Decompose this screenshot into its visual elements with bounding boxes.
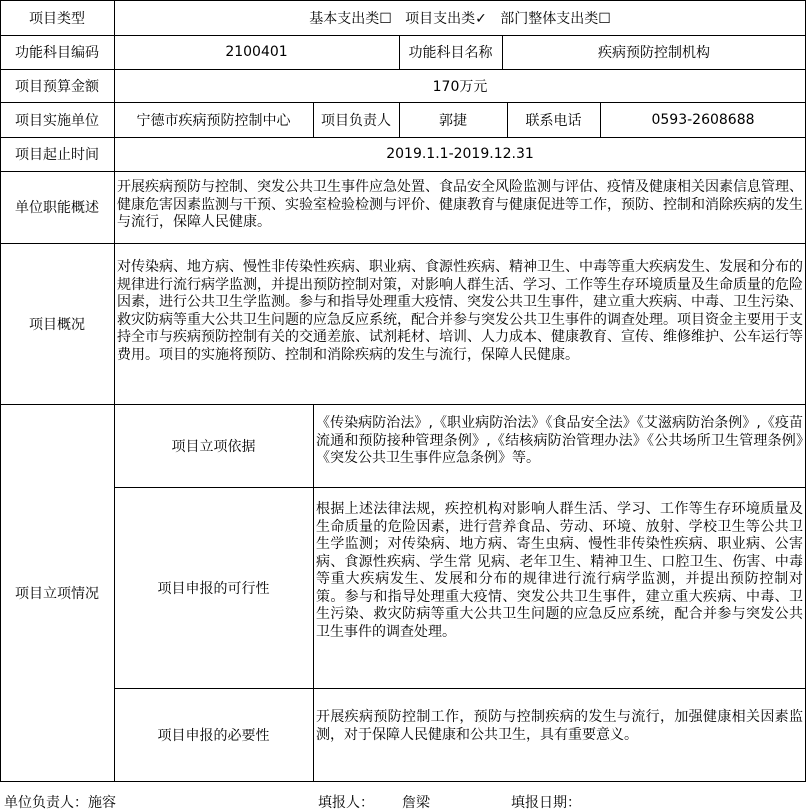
- implementing-unit-value: 宁德市疾病预防控制中心: [136, 112, 291, 129]
- project-establish-label: 项目立项情况: [15, 585, 99, 602]
- unit-duty-text: 开展疾病预防与控制、突发公共卫生事件应急处置、食品安全风险监测与评估、疫情及健康相关因素信息管理、健康危害因素监测与干预、实验室检验检测与评价、健康教育与健康促进等工作，预防、控制和消除疾病的发生与流行，保障人民健康。: [117, 179, 803, 230]
- basic-expense-option: 基本支出类: [309, 10, 380, 27]
- function-name-label: 功能科目名称: [408, 45, 493, 61]
- function-code-label: 功能科目编码: [15, 45, 99, 61]
- department-expense-checkbox[interactable]: ☐: [598, 10, 611, 27]
- project-expense-option: 项目支出类: [405, 10, 476, 27]
- project-overview-label: 项目概况: [29, 316, 85, 333]
- feasibility-label: 项目申报的可行性: [157, 580, 270, 597]
- project-type-options: [114, 0, 806, 35]
- necessity-text: 开展疾病预防控制工作，预防与控制疾病的发生与流行，加强健康相关因素监测，对于保障人民健康和公共卫生，具有重要意义。: [316, 709, 803, 743]
- unit-leader-signature: 单位负责人：施容: [4, 795, 116, 811]
- function-name-value: 疾病预防控制机构: [598, 45, 710, 61]
- implementing-unit-label: 项目实施单位: [15, 112, 99, 129]
- function-code-value: 2100401: [225, 44, 288, 60]
- project-overview-text: 对传染病、地方病、慢性非传染性疾病、职业病、食源性疾病、精神卫生、中毒等重大疾病发生、发展和分布的规律进行流行病学监测，并提出预防控制对策，对影响人群生活、学习、工作等生存环境质量及生命质量的危险因素，进行公共卫生学监测。参与和指导处理重大疫情、突发公共卫生事件，建立重大疾病、中毒、卫生污染、救灾防病等重大公共卫生问题的应急反应系统，配合并参与突发公共卫生事件的调查处理。项目资金主要用于支持全市与疾病预防控制有关的交通差旅、试剂耗材、培训、人力成本、健康教育、宣传、维修维护、公车运行等费用。项目的实施将预防、控制和消除疾病的发生与流行，保障人民健康。: [117, 259, 803, 363]
- unit-duty-label: 单位职能概述: [15, 200, 99, 216]
- fill-date-label: 填报日期：: [511, 795, 581, 811]
- project-type-label: 项目类型: [29, 10, 85, 27]
- budget-label: 项目预算金额: [15, 78, 99, 95]
- establish-basis-text: 《传染病防治法》,《职业病防治法》《食品安全法》《艾滋病防治条例》,《疫苗流通和预防接种管理条例》,《结核病防治管理办法》《公共场所卫生管理条例》《突发公共卫生事件应急条例》等。: [316, 415, 803, 466]
- necessity-label: 项目申报的必要性: [157, 727, 270, 744]
- contact-phone-label: 联系电话: [525, 112, 582, 129]
- project-leader-value: 郭捷: [439, 112, 467, 129]
- establish-basis-label: 项目立项依据: [171, 438, 256, 455]
- project-leader-label: 项目负责人: [321, 112, 391, 129]
- period-value: 2019.1.1-2019.12.31: [386, 146, 534, 162]
- filler-name: 詹梁: [402, 795, 430, 811]
- basic-expense-checkbox[interactable]: ☐: [379, 10, 392, 27]
- filler-label: 填报人：: [318, 795, 374, 811]
- period-label: 项目起止时间: [15, 147, 99, 163]
- department-expense-option: 部门整体支出类: [500, 10, 599, 27]
- contact-phone-value: 0593-2608688: [651, 111, 755, 128]
- budget-value: 170万元: [432, 78, 488, 95]
- feasibility-text: 根据上述法律法规，疾控机构对影响人群生活、学习、工作等生存环境质量及生命质量的危险因素，进行营养食品、劳动、环境、放射、学校卫生等公共卫生学监测；对传染病、地方病、寄生虫病、慢性非传染性疾病、职业病、公害病、食源性疾病、学生常 见病、老年卫生、精神卫生、口腔卫生、伤害、中毒等重大疾病发生、发展和分布的规律进行流行病学监测，并提出预防控制对策。参与和指导处理重大疫情、突发公共卫生事件，建立重大疾病、中毒、卫生污染、救灾防病等重大公共卫生问题的应急反应系统，配合并参与突发公共卫生事件的调查处理。: [316, 501, 803, 640]
- project-expense-checkbox[interactable]: ✓: [475, 10, 487, 27]
